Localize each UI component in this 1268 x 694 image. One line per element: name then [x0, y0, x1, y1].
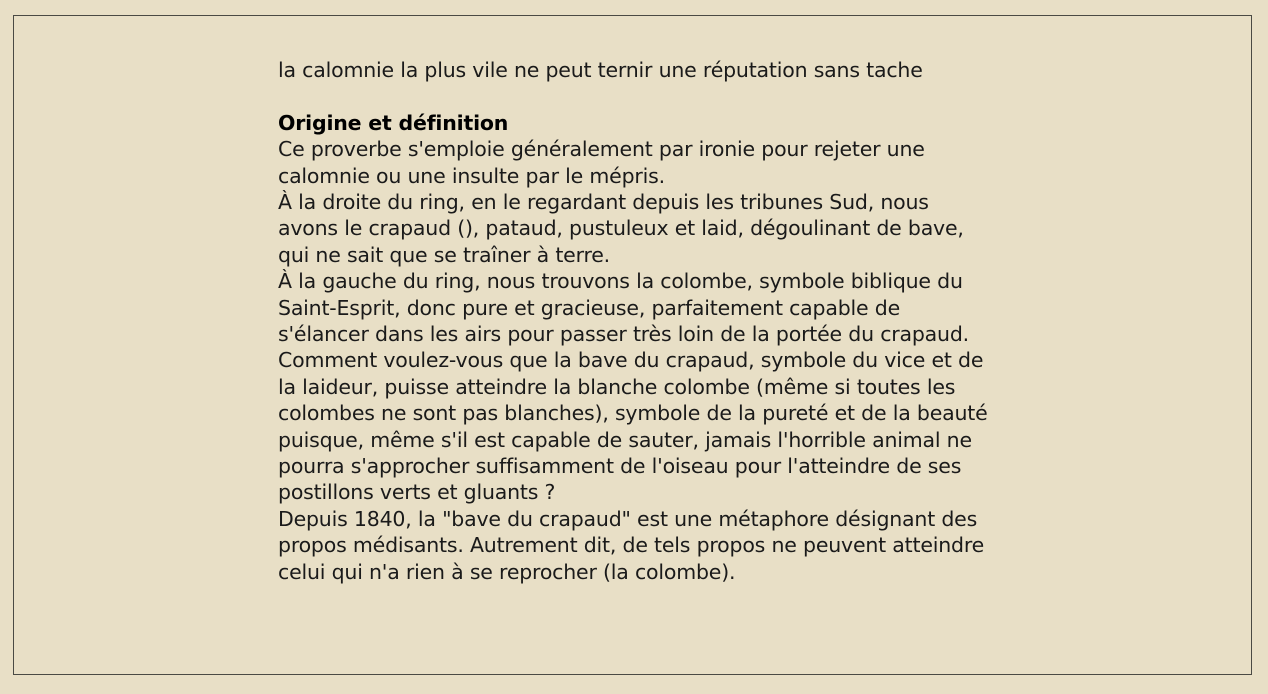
paragraph: Depuis 1840, la "bave du crapaud" est une métaphore désignant des propos médisants. Autrement dit, de tels propos ne peuvent atteindre celui qui n'a rien à se reprocher (la colombe). — [278, 506, 985, 584]
paragraph: Comment voulez-vous que la bave du crapaud, symbole du vice et de la laideur, puisse atteindre la blanche colombe (même si toutes les colombes ne sont pas blanches), symbole de la pureté et de la beauté puisque, même s'il est capable de sauter, jamais l'horrible animal ne pourra s'approcher suffisamment de l'oiseau pour l'atteindre de ses postillons verts et gluants ? — [278, 348, 988, 505]
proverb-definition: la calomnie la plus vile ne peut ternir une réputation sans tache — [278, 58, 923, 82]
article-content — [278, 57, 990, 585]
paragraph: À la droite du ring, en le regardant depuis les tribunes Sud, nous avons le crapaud (), pataud, pustuleux et laid, dégoulinant de bave, qui ne sait que se traîner à terre. — [278, 190, 964, 267]
paragraph: Ce proverbe s'emploie généralement par ironie pour rejeter une calomnie ou une insulte par le mépris. — [278, 137, 925, 188]
section-heading: Origine et définition — [278, 110, 509, 135]
paragraph: À la gauche du ring, nous trouvons la colombe, symbole biblique du Saint-Esprit, donc pure et gracieuse, parfaitement capable de s'élancer dans les airs pour passer très loin de la portée du crapaud. — [278, 269, 969, 347]
